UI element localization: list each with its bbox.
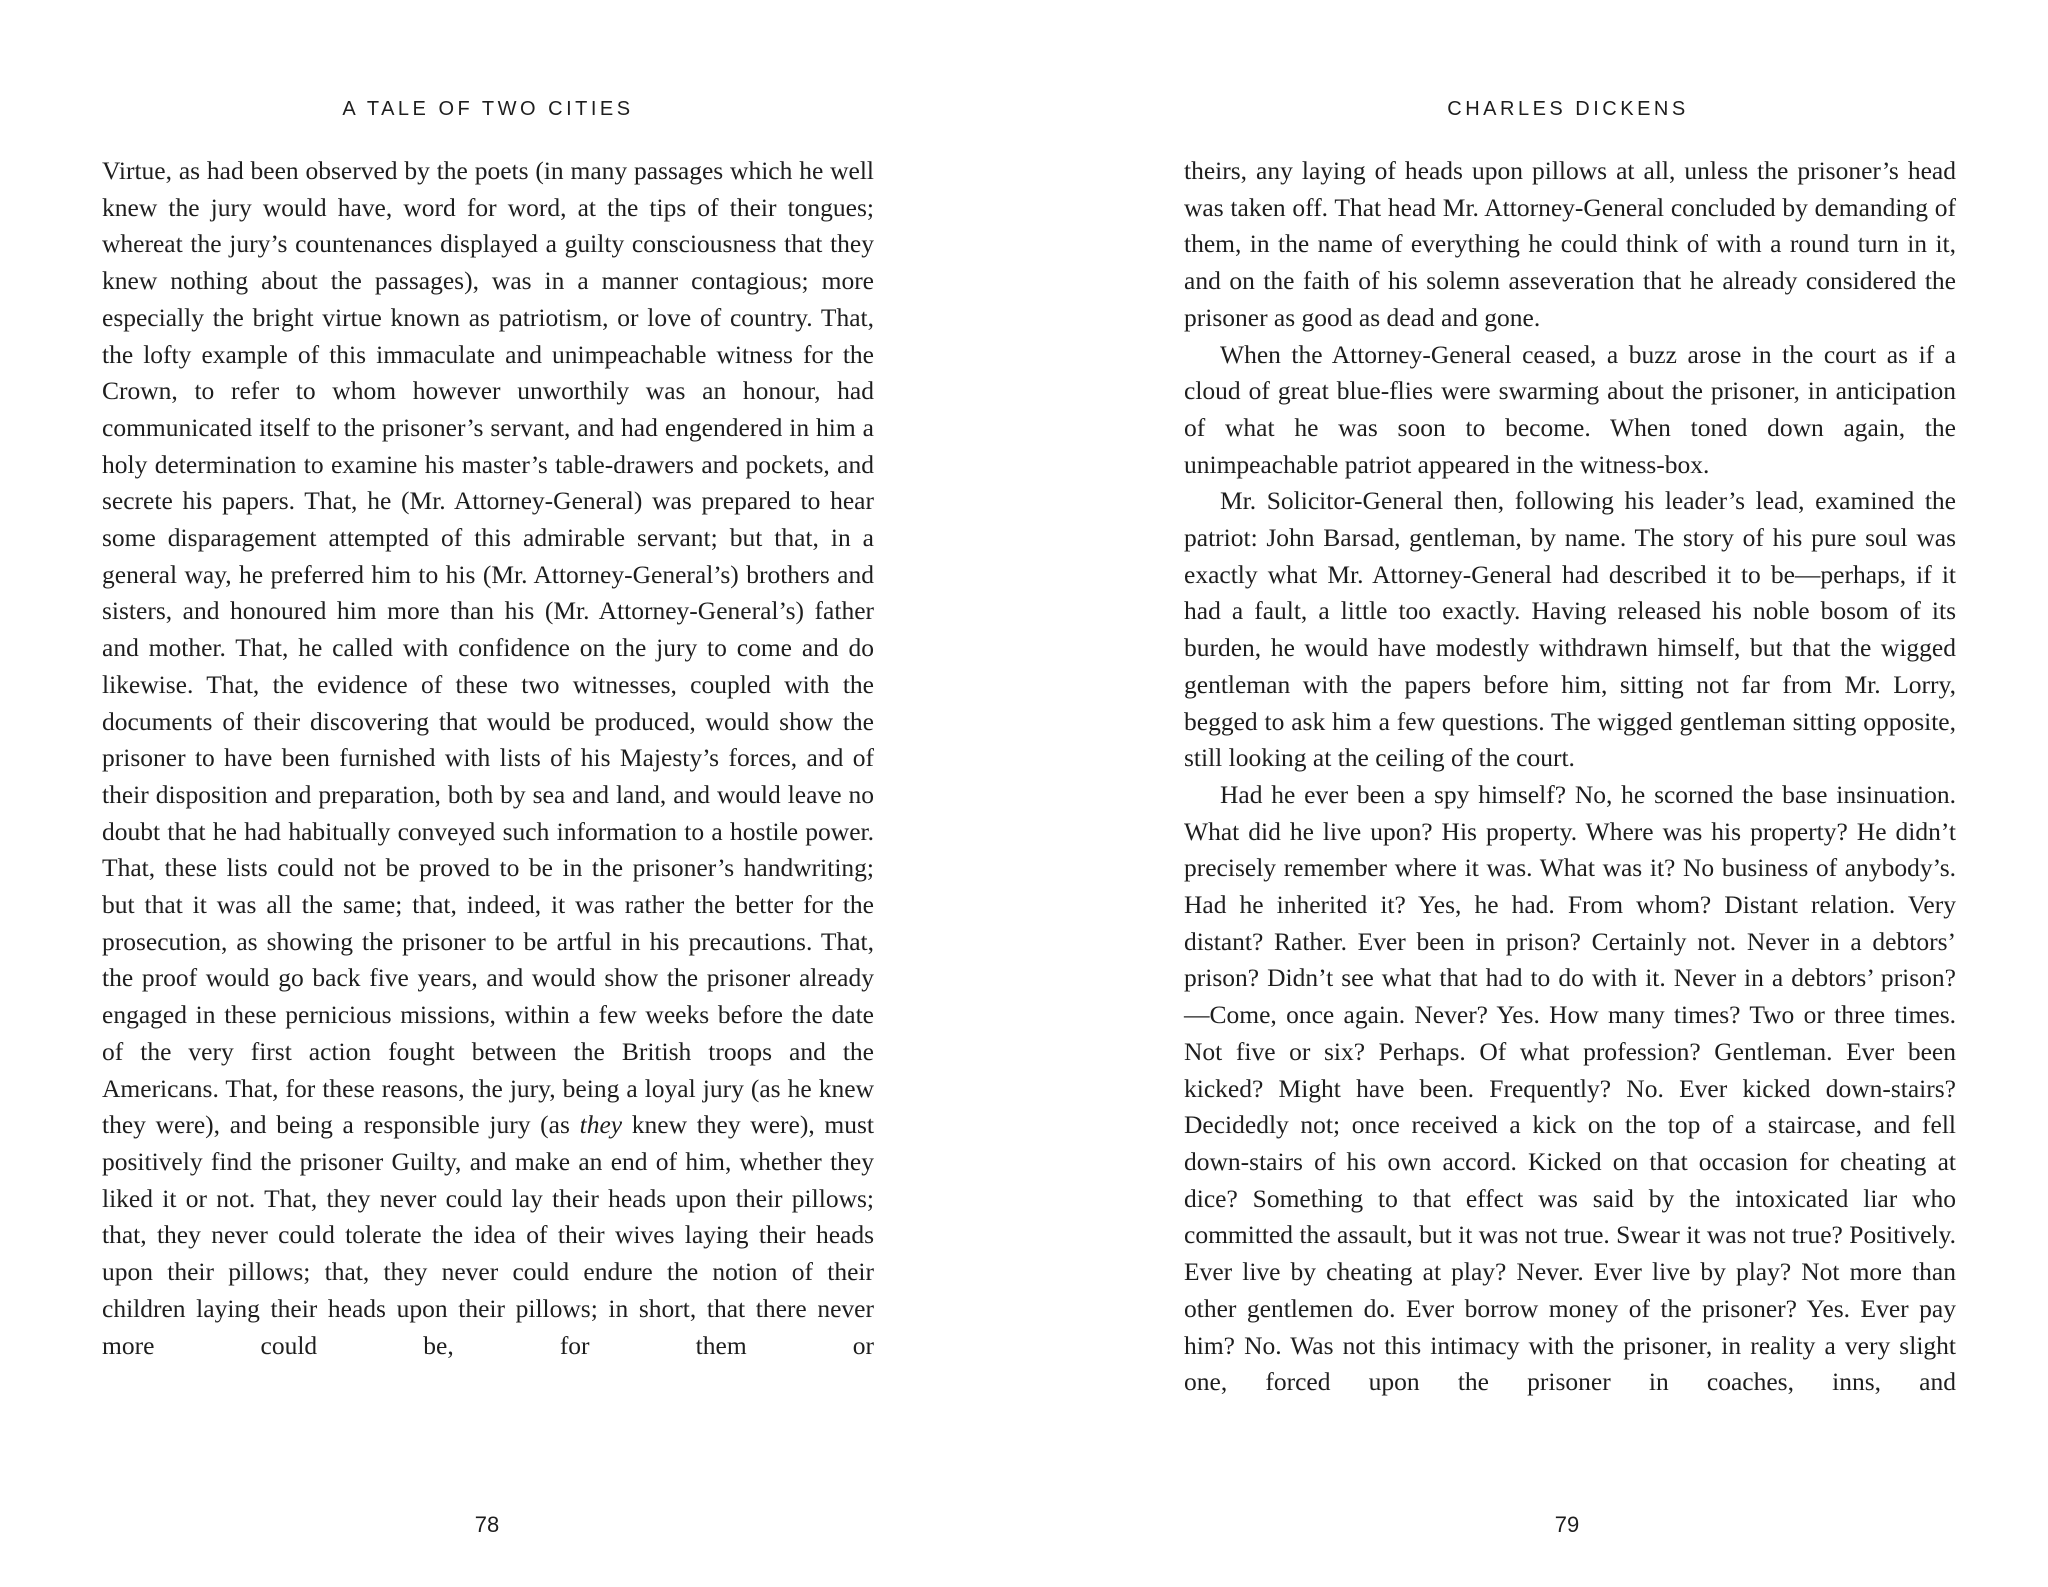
body-paragraph: theirs, any laying of heads upon pillows at all, unless the prisoner’s head was taken off. That head Mr. Attorney-General concluded by demanding of them, in the name of everything he could think of with a round turn in it, and on the faith of his solemn asseveration that he already considered the prisoner as good as dead and gone.	[1184, 156, 1956, 332]
right-page-body	[1184, 153, 1956, 1401]
running-head-author: CHARLES DICKENS	[1447, 98, 1689, 120]
body-paragraph: Had he ever been a spy himself? No, he scorned the base insinuation. What did he live upon? His property. Where was his property? He didn’t precisely remember where it was. What was it? No business of anybody’s. Had he inherited it? Yes, he had. From whom? Distant relation. Very distant? Rather. Ever been in prison? Certainly not. Never in a debtors’ prison? Didn’t see what that had to do with it. Never in a debtors’ prison?—Come, once again. Never? Yes. How many times? Two or three times. Not five or six? Perhaps. Of what profession? Gentleman. Ever been kicked? Might have been. Frequently? No. Ever kicked down-stairs? Decidedly not; once received a kick on the top of a staircase, and fell down-stairs of his own accord. Kicked on that occasion for cheating at dice? Something to that effect was said by the intoxicated liar who committed the assault, but it was not true. Swear it was not true? Positively. Ever live by cheating at play? Never. Ever live by play? Not more than other gentlemen do. Ever borrow money of the prisoner? Yes. Ever pay him? No. Was not this intimacy with the prisoner, in reality a very slight one, forced upon the prisoner in coaches, inns, and	[1184, 779, 1956, 1397]
page-number: 79	[1554, 1512, 1580, 1537]
paragraph-text: Virtue, as had been observed by the poets (in many passages which he well knew the jury would have, word for word, at the tips of their tongues; whereat the jury’s countenances displayed a guilty consciousness that they knew nothing about the passages), was in a manner contagious; more especially the bright virtue known as patriotism, or love of country. That, the lofty example of this immaculate and unimpeachable witness for the Crown, to refer to whom however unworthily was an honour, had communicated itself to the prisoner’s servant, and had engendered in him a holy determination to examine his master’s table-drawers and pockets, and secrete his papers. That, he (Mr. Attorney-General) was prepared to hear some disparagement attempted of this admirable servant; but that, in a general way, he preferred him to his (Mr. Attorney-General’s) brothers and sisters, and honoured him more than his (Mr. Attorney-General’s) father and mother. That, he called with confidence on the jury to come and do likewise. That, the evidence of these two witnesses, coupled with the documents of their discovering that would be produced, would show the prisoner to have been furnished with lists of his Majesty’s forces, and of their disposition and preparation, both by sea and land, and would leave no doubt that he had habitually conveyed such information to a hostile power. That, these lists could not be proved to be in the prisoner’s handwriting; but that it was all the same; that, indeed, it was rather the better for the prosecution, as showing the prisoner to be artful in his precautions. That, the proof would go back five years, and would show the prisoner already engaged in these pernicious missions, within a few weeks before the date of the very first action fought between the British troops and the Americans. That, for these reasons, the jury, being a loyal jury (as he knew they were), and being a responsible jury (as	[102, 156, 874, 1140]
body-paragraph: Mr. Solicitor-General then, following his leader’s lead, examined the patriot: John Barsad, gentleman, by name. The story of his pure soul was exactly what Mr. Attorney-General had described it to be—perhaps, if it had a fault, a little too exactly. Having released his noble bosom of its burden, he would have modestly withdrawn himself, but that the wigged gentleman with the papers before him, sitting not far from Mr. Lorry, begged to ask him a few questions. The wigged gentleman sitting opposite, still looking at the ceiling of the court.	[1184, 486, 1956, 773]
body-paragraph	[102, 153, 874, 1364]
italic-word: they	[579, 1110, 623, 1140]
left-page-body	[102, 153, 874, 1364]
running-head-book-title: A TALE OF TWO CITIES	[342, 98, 634, 120]
page-number: 78	[474, 1512, 500, 1537]
body-paragraph: When the Attorney-General ceased, a buzz arose in the court as if a cloud of great blue-flies were swarming about the prisoner, in anticipation of what he was soon to become. When toned down again, the unimpeachable patriot appeared in the witness-box.	[1184, 339, 1956, 479]
right-page	[1024, 0, 2048, 1587]
paragraph-text: knew they were), must positively find the prisoner Guilty, and make an end of him, whether they liked it or not. That, they never could lay their heads upon their pillows; that, they never could tolerate the idea of their wives laying their heads upon their pillows; that, they never could endure the notion of their children laying their heads upon their pillows; in short, that there never more could be, for them or	[102, 1110, 875, 1360]
